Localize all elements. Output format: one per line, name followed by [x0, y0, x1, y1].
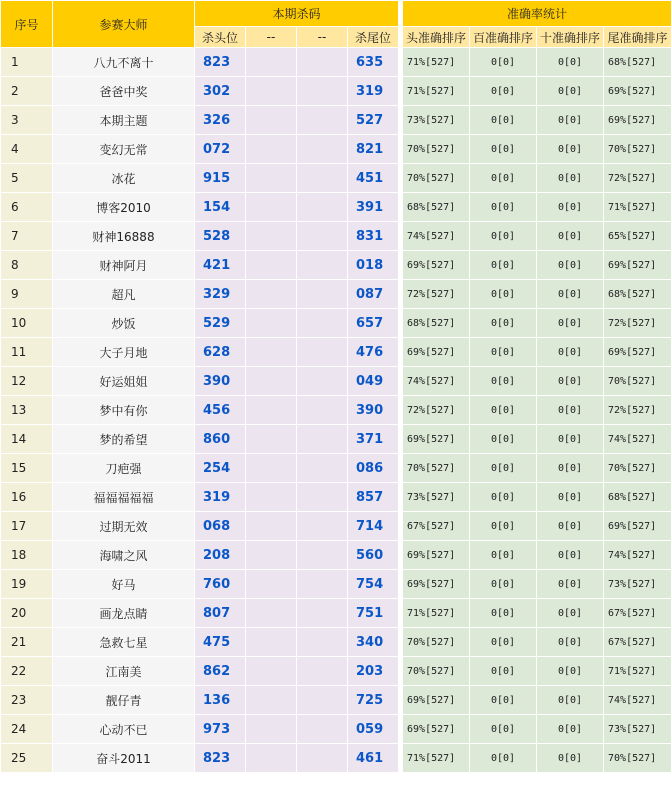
blank-cell — [246, 106, 297, 135]
table-row — [1, 541, 671, 570]
blank-cell — [297, 280, 348, 309]
acc-head-stat: 68%[527] — [403, 193, 470, 222]
blank-cell — [246, 744, 297, 773]
blank-cell — [297, 77, 348, 106]
blank-cell — [297, 628, 348, 657]
acc-ten-stat: 0[0] — [537, 164, 604, 193]
blank-cell — [297, 251, 348, 280]
acc-ten-stat: 0[0] — [537, 280, 604, 309]
kill-head-code: 862 — [195, 657, 246, 686]
blank-cell — [246, 599, 297, 628]
row-index: 6 — [1, 193, 53, 222]
blank-cell — [297, 483, 348, 512]
acc-tail-stat: 72%[527] — [604, 164, 671, 193]
kill-tail-code: 451 — [348, 164, 399, 193]
header-index: 序号 — [1, 1, 53, 48]
acc-tail-stat: 68%[527] — [604, 483, 671, 512]
blank-cell — [246, 251, 297, 280]
acc-head-stat: 71%[527] — [403, 77, 470, 106]
blank-cell — [297, 657, 348, 686]
master-name: 大子月地 — [53, 338, 195, 367]
master-name: 博客2010 — [53, 193, 195, 222]
header-kill-group: 本期杀码 — [195, 1, 399, 27]
blank-cell — [246, 657, 297, 686]
blank-cell — [246, 280, 297, 309]
blank-cell — [297, 222, 348, 251]
acc-ten-stat: 0[0] — [537, 715, 604, 744]
acc-tail-stat: 71%[527] — [604, 193, 671, 222]
acc-ten-stat: 0[0] — [537, 686, 604, 715]
row-index: 11 — [1, 338, 53, 367]
acc-head-stat: 73%[527] — [403, 106, 470, 135]
table-row — [1, 744, 671, 773]
table-row — [1, 425, 671, 454]
kill-tail-code: 086 — [348, 454, 399, 483]
kill-head-code: 823 — [195, 744, 246, 773]
acc-head-stat: 70%[527] — [403, 628, 470, 657]
table-body — [1, 48, 671, 773]
acc-ten-stat: 0[0] — [537, 367, 604, 396]
acc-hundred-stat: 0[0] — [470, 570, 537, 599]
acc-head-stat: 71%[527] — [403, 744, 470, 773]
kill-head-code: 068 — [195, 512, 246, 541]
blank-cell — [246, 193, 297, 222]
table-row — [1, 77, 671, 106]
kill-tail-code: 635 — [348, 48, 399, 77]
acc-ten-stat: 0[0] — [537, 483, 604, 512]
kill-head-code: 390 — [195, 367, 246, 396]
kill-tail-code: 203 — [348, 657, 399, 686]
header-kill-head: 杀头位 — [195, 27, 246, 48]
row-index: 4 — [1, 135, 53, 164]
blank-cell — [246, 512, 297, 541]
acc-ten-stat: 0[0] — [537, 135, 604, 164]
blank-cell — [246, 715, 297, 744]
blank-cell — [246, 164, 297, 193]
acc-tail-stat: 69%[527] — [604, 512, 671, 541]
acc-ten-stat: 0[0] — [537, 222, 604, 251]
acc-ten-stat: 0[0] — [537, 744, 604, 773]
blank-cell — [246, 338, 297, 367]
table-row — [1, 454, 671, 483]
acc-head-stat: 70%[527] — [403, 164, 470, 193]
master-name: 本期主题 — [53, 106, 195, 135]
blank-cell — [246, 686, 297, 715]
acc-ten-stat: 0[0] — [537, 454, 604, 483]
acc-ten-stat: 0[0] — [537, 193, 604, 222]
blank-cell — [297, 599, 348, 628]
acc-tail-stat: 74%[527] — [604, 686, 671, 715]
blank-cell — [297, 396, 348, 425]
row-index: 19 — [1, 570, 53, 599]
acc-head-stat: 72%[527] — [403, 396, 470, 425]
row-index: 17 — [1, 512, 53, 541]
kill-head-code: 475 — [195, 628, 246, 657]
kill-tail-code: 725 — [348, 686, 399, 715]
blank-cell — [297, 715, 348, 744]
kill-tail-code: 391 — [348, 193, 399, 222]
kill-tail-code: 560 — [348, 541, 399, 570]
blank-cell — [246, 570, 297, 599]
row-index: 10 — [1, 309, 53, 338]
blank-cell — [246, 367, 297, 396]
row-index: 2 — [1, 77, 53, 106]
acc-head-stat: 74%[527] — [403, 222, 470, 251]
table-row — [1, 570, 671, 599]
acc-hundred-stat: 0[0] — [470, 396, 537, 425]
kill-tail-code: 319 — [348, 77, 399, 106]
master-name: 江南美 — [53, 657, 195, 686]
blank-cell — [297, 454, 348, 483]
acc-hundred-stat: 0[0] — [470, 512, 537, 541]
blank-cell — [297, 135, 348, 164]
kill-tail-code: 751 — [348, 599, 399, 628]
acc-hundred-stat: 0[0] — [470, 483, 537, 512]
kill-head-code: 254 — [195, 454, 246, 483]
acc-hundred-stat: 0[0] — [470, 77, 537, 106]
master-name: 梦中有你 — [53, 396, 195, 425]
blank-cell — [246, 628, 297, 657]
acc-ten-stat: 0[0] — [537, 396, 604, 425]
acc-ten-stat: 0[0] — [537, 425, 604, 454]
acc-hundred-stat: 0[0] — [470, 599, 537, 628]
kill-tail-code: 527 — [348, 106, 399, 135]
kill-head-code: 329 — [195, 280, 246, 309]
acc-tail-stat: 70%[527] — [604, 367, 671, 396]
table-row — [1, 512, 671, 541]
acc-head-stat: 70%[527] — [403, 657, 470, 686]
kill-tail-code: 087 — [348, 280, 399, 309]
master-name: 海啸之风 — [53, 541, 195, 570]
blank-cell — [297, 541, 348, 570]
header-blank-1: -- — [246, 27, 297, 48]
blank-cell — [297, 338, 348, 367]
acc-ten-stat: 0[0] — [537, 338, 604, 367]
acc-ten-stat: 0[0] — [537, 512, 604, 541]
acc-head-stat: 71%[527] — [403, 599, 470, 628]
acc-ten-stat: 0[0] — [537, 48, 604, 77]
header-acc-head: 头准确排序 — [403, 27, 470, 48]
row-index: 12 — [1, 367, 53, 396]
row-index: 15 — [1, 454, 53, 483]
kill-tail-code: 657 — [348, 309, 399, 338]
row-index: 21 — [1, 628, 53, 657]
acc-hundred-stat: 0[0] — [470, 454, 537, 483]
row-index: 20 — [1, 599, 53, 628]
kill-head-code: 529 — [195, 309, 246, 338]
kill-head-code: 528 — [195, 222, 246, 251]
kill-head-code: 421 — [195, 251, 246, 280]
master-name: 心动不已 — [53, 715, 195, 744]
acc-hundred-stat: 0[0] — [470, 280, 537, 309]
blank-cell — [297, 744, 348, 773]
blank-cell — [246, 77, 297, 106]
table-row — [1, 193, 671, 222]
acc-ten-stat: 0[0] — [537, 309, 604, 338]
acc-tail-stat: 67%[527] — [604, 599, 671, 628]
acc-head-stat: 70%[527] — [403, 135, 470, 164]
acc-hundred-stat: 0[0] — [470, 425, 537, 454]
master-name: 好运姐姐 — [53, 367, 195, 396]
acc-head-stat: 69%[527] — [403, 425, 470, 454]
row-index: 7 — [1, 222, 53, 251]
kill-tail-code: 476 — [348, 338, 399, 367]
kill-tail-code: 049 — [348, 367, 399, 396]
acc-hundred-stat: 0[0] — [470, 628, 537, 657]
blank-cell — [297, 309, 348, 338]
master-name: 画龙点睛 — [53, 599, 195, 628]
master-name: 急救七星 — [53, 628, 195, 657]
kill-head-code: 136 — [195, 686, 246, 715]
kill-head-code: 302 — [195, 77, 246, 106]
acc-tail-stat: 70%[527] — [604, 135, 671, 164]
acc-tail-stat: 69%[527] — [604, 338, 671, 367]
master-name: 财神阿月 — [53, 251, 195, 280]
blank-cell — [246, 222, 297, 251]
row-index: 1 — [1, 48, 53, 77]
master-name: 奋斗2011 — [53, 744, 195, 773]
acc-tail-stat: 73%[527] — [604, 570, 671, 599]
acc-head-stat: 71%[527] — [403, 48, 470, 77]
row-index: 24 — [1, 715, 53, 744]
blank-cell — [246, 48, 297, 77]
blank-cell — [246, 541, 297, 570]
master-name: 炒饭 — [53, 309, 195, 338]
master-name: 过期无效 — [53, 512, 195, 541]
row-index: 5 — [1, 164, 53, 193]
blank-cell — [297, 686, 348, 715]
acc-tail-stat: 74%[527] — [604, 541, 671, 570]
acc-tail-stat: 72%[527] — [604, 309, 671, 338]
header-blank-2: -- — [297, 27, 348, 48]
table-row — [1, 106, 671, 135]
table-row — [1, 338, 671, 367]
master-name: 超凡 — [53, 280, 195, 309]
acc-hundred-stat: 0[0] — [470, 106, 537, 135]
table-row — [1, 686, 671, 715]
acc-head-stat: 69%[527] — [403, 715, 470, 744]
acc-head-stat: 72%[527] — [403, 280, 470, 309]
acc-tail-stat: 71%[527] — [604, 657, 671, 686]
kill-tail-code: 018 — [348, 251, 399, 280]
acc-hundred-stat: 0[0] — [470, 686, 537, 715]
row-index: 25 — [1, 744, 53, 773]
acc-head-stat: 69%[527] — [403, 541, 470, 570]
kill-tail-code: 857 — [348, 483, 399, 512]
master-name: 梦的希望 — [53, 425, 195, 454]
blank-cell — [297, 512, 348, 541]
master-name: 爸爸中奖 — [53, 77, 195, 106]
blank-cell — [297, 570, 348, 599]
acc-hundred-stat: 0[0] — [470, 251, 537, 280]
row-index: 13 — [1, 396, 53, 425]
table-row — [1, 309, 671, 338]
acc-head-stat: 73%[527] — [403, 483, 470, 512]
acc-hundred-stat: 0[0] — [470, 367, 537, 396]
kill-tail-code: 059 — [348, 715, 399, 744]
acc-hundred-stat: 0[0] — [470, 541, 537, 570]
master-name: 福福福福福 — [53, 483, 195, 512]
header-acc-ten: 十准确排序 — [537, 27, 604, 48]
acc-head-stat: 69%[527] — [403, 686, 470, 715]
acc-ten-stat: 0[0] — [537, 541, 604, 570]
acc-hundred-stat: 0[0] — [470, 744, 537, 773]
acc-ten-stat: 0[0] — [537, 657, 604, 686]
kill-head-code: 072 — [195, 135, 246, 164]
master-name: 变幻无常 — [53, 135, 195, 164]
acc-tail-stat: 67%[527] — [604, 628, 671, 657]
table-row — [1, 48, 671, 77]
table-row — [1, 251, 671, 280]
kill-tail-code: 821 — [348, 135, 399, 164]
header-accuracy-group: 准确率统计 — [403, 1, 671, 27]
acc-ten-stat: 0[0] — [537, 570, 604, 599]
acc-hundred-stat: 0[0] — [470, 657, 537, 686]
table-row — [1, 715, 671, 744]
header-acc-hundred: 百准确排序 — [470, 27, 537, 48]
header-master: 参赛大师 — [53, 1, 195, 48]
table-row — [1, 599, 671, 628]
blank-cell — [297, 164, 348, 193]
acc-hundred-stat: 0[0] — [470, 222, 537, 251]
kill-tail-code: 390 — [348, 396, 399, 425]
acc-head-stat: 68%[527] — [403, 309, 470, 338]
kill-tail-code: 754 — [348, 570, 399, 599]
acc-ten-stat: 0[0] — [537, 599, 604, 628]
kill-head-code: 760 — [195, 570, 246, 599]
blank-cell — [297, 193, 348, 222]
blank-cell — [297, 48, 348, 77]
blank-cell — [246, 454, 297, 483]
table-row — [1, 222, 671, 251]
acc-hundred-stat: 0[0] — [470, 48, 537, 77]
kill-tail-code: 461 — [348, 744, 399, 773]
acc-tail-stat: 68%[527] — [604, 280, 671, 309]
acc-tail-stat: 70%[527] — [604, 744, 671, 773]
acc-hundred-stat: 0[0] — [470, 135, 537, 164]
blank-cell — [246, 135, 297, 164]
table-row — [1, 367, 671, 396]
kill-head-code: 823 — [195, 48, 246, 77]
kill-head-code: 456 — [195, 396, 246, 425]
master-name: 靓仔青 — [53, 686, 195, 715]
acc-head-stat: 69%[527] — [403, 570, 470, 599]
kill-head-code: 860 — [195, 425, 246, 454]
acc-head-stat: 70%[527] — [403, 454, 470, 483]
kill-head-code: 628 — [195, 338, 246, 367]
blank-cell — [297, 367, 348, 396]
kill-head-code: 326 — [195, 106, 246, 135]
master-name: 好马 — [53, 570, 195, 599]
table-row — [1, 657, 671, 686]
acc-ten-stat: 0[0] — [537, 106, 604, 135]
kill-tail-code: 371 — [348, 425, 399, 454]
master-name: 刀疤强 — [53, 454, 195, 483]
acc-tail-stat: 68%[527] — [604, 48, 671, 77]
acc-hundred-stat: 0[0] — [470, 338, 537, 367]
acc-hundred-stat: 0[0] — [470, 715, 537, 744]
acc-head-stat: 69%[527] — [403, 338, 470, 367]
table-row — [1, 164, 671, 193]
row-index: 14 — [1, 425, 53, 454]
row-index: 18 — [1, 541, 53, 570]
acc-ten-stat: 0[0] — [537, 251, 604, 280]
row-index: 23 — [1, 686, 53, 715]
header-acc-tail: 尾准确排序 — [604, 27, 671, 48]
table-row — [1, 483, 671, 512]
kill-tail-code: 714 — [348, 512, 399, 541]
acc-hundred-stat: 0[0] — [470, 193, 537, 222]
master-name: 八九不离十 — [53, 48, 195, 77]
kill-head-code: 319 — [195, 483, 246, 512]
blank-cell — [246, 425, 297, 454]
kill-head-code: 807 — [195, 599, 246, 628]
blank-cell — [246, 309, 297, 338]
acc-tail-stat: 65%[527] — [604, 222, 671, 251]
row-index: 9 — [1, 280, 53, 309]
row-index: 16 — [1, 483, 53, 512]
acc-head-stat: 74%[527] — [403, 367, 470, 396]
acc-head-stat: 67%[527] — [403, 512, 470, 541]
blank-cell — [246, 483, 297, 512]
header-kill-tail: 杀尾位 — [348, 27, 399, 48]
kill-tail-code: 831 — [348, 222, 399, 251]
acc-ten-stat: 0[0] — [537, 628, 604, 657]
acc-hundred-stat: 0[0] — [470, 309, 537, 338]
blank-cell — [297, 106, 348, 135]
acc-tail-stat: 74%[527] — [604, 425, 671, 454]
acc-tail-stat: 69%[527] — [604, 77, 671, 106]
acc-head-stat: 69%[527] — [403, 251, 470, 280]
table-row — [1, 628, 671, 657]
kill-head-code: 208 — [195, 541, 246, 570]
row-index: 3 — [1, 106, 53, 135]
master-name: 冰花 — [53, 164, 195, 193]
acc-tail-stat: 69%[527] — [604, 106, 671, 135]
blank-cell — [246, 396, 297, 425]
blank-cell — [297, 425, 348, 454]
table-row — [1, 135, 671, 164]
acc-tail-stat: 69%[527] — [604, 251, 671, 280]
table-row — [1, 396, 671, 425]
acc-tail-stat: 73%[527] — [604, 715, 671, 744]
kill-head-code: 915 — [195, 164, 246, 193]
master-name: 财神16888 — [53, 222, 195, 251]
acc-ten-stat: 0[0] — [537, 77, 604, 106]
row-index: 8 — [1, 251, 53, 280]
row-index: 22 — [1, 657, 53, 686]
acc-hundred-stat: 0[0] — [470, 164, 537, 193]
kill-tail-code: 340 — [348, 628, 399, 657]
kill-head-code: 973 — [195, 715, 246, 744]
kill-head-code: 154 — [195, 193, 246, 222]
table-row — [1, 280, 671, 309]
acc-tail-stat: 72%[527] — [604, 396, 671, 425]
acc-tail-stat: 70%[527] — [604, 454, 671, 483]
